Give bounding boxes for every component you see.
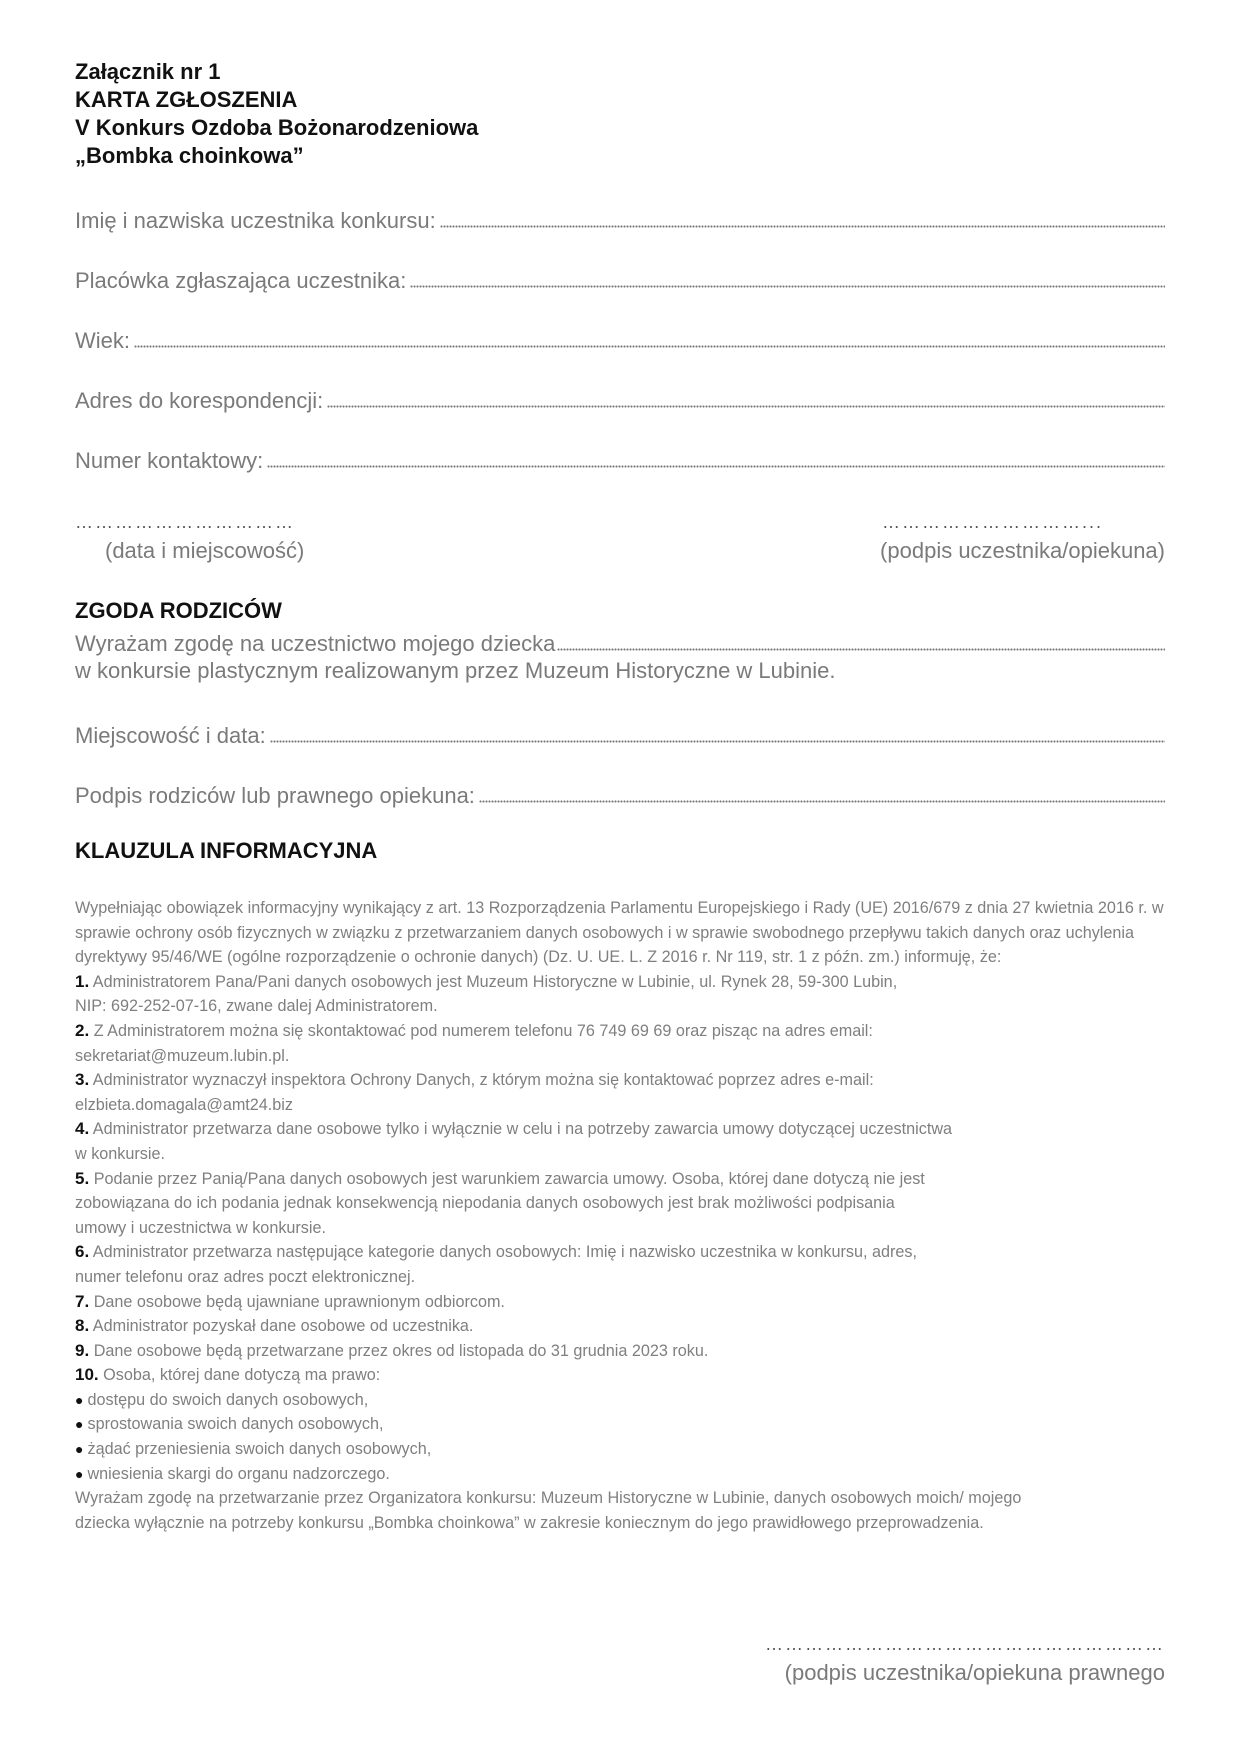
parent-signature-field[interactable]	[75, 783, 1165, 809]
item-number: 3.	[75, 1070, 90, 1090]
field-label: Adres do korespondencji:	[75, 388, 324, 413]
field-label: Imię i nazwiska uczestnika konkursu:	[75, 208, 436, 233]
participant-signature-dots[interactable]: …………………………...	[882, 512, 1104, 532]
place-date-field[interactable]	[75, 723, 1165, 749]
clause-item: 9. Dane osobowe będą przetwarzane przez okres od listopada do 31 grudnia 2023 roku.	[75, 1340, 709, 1360]
clause-item: 6. Administrator przetwarza następujące kategorie danych osobowych: Imię i nazwisko uczestnika w konkursu, adres,	[75, 1242, 917, 1262]
rights-item: ● wniesienia skargi do organu nadzorczego.	[75, 1464, 390, 1483]
clause-item-cont: w konkursie.	[75, 1144, 165, 1163]
bullet-icon: ●	[75, 1441, 84, 1458]
clause-item: 10. Osoba, której dane dotyczą ma prawo:	[75, 1365, 381, 1385]
closing-consent-line-1: Wyrażam zgodę na przetwarzanie przez Organizatora konkursu: Muzeum Historyczne w Lubinie, danych osobowych moich/ mojego	[75, 1489, 1022, 1508]
contest-subtitle: „Bombka choinkowa”	[75, 143, 304, 168]
clause-item-cont: elzbieta.domagala@amt24.biz	[75, 1095, 294, 1114]
fill-in-line[interactable]	[440, 225, 1165, 229]
final-signature-dots[interactable]: ……………………………………………………	[765, 1634, 1165, 1654]
field-label: Miejscowość i data:	[75, 723, 266, 748]
final-signature-label: (podpis uczestnika/opiekuna prawnego	[784, 1660, 1165, 1685]
age-field[interactable]	[75, 328, 1165, 354]
date-place-dots[interactable]: ……………………………	[75, 512, 295, 532]
bullet-icon: ●	[75, 1465, 84, 1482]
field-label: Numer kontaktowy:	[75, 448, 264, 473]
clause-item: 8. Administrator pozyskał dane osobowe od uczestnika.	[75, 1316, 474, 1336]
clause-item-cont: umowy i uczestnictwa w konkursie.	[75, 1218, 326, 1237]
item-number: 5.	[75, 1168, 90, 1188]
clause-item: 5. Podanie przez Panią/Pana danych osobowych jest warunkiem zawarcia umowy. Osoba, której dane dotyczą nie jest	[75, 1168, 925, 1188]
item-number: 10.	[75, 1365, 99, 1385]
child-name-fill-in-line[interactable]	[557, 648, 1165, 652]
consent-line-2: w konkursie plastycznym realizowanym przez Muzeum Historyczne w Lubinie.	[75, 658, 836, 683]
consent-line-1: Wyrażam zgodę na uczestnictwo mojego dziecka	[75, 631, 556, 656]
field-label: Placówka zgłaszająca uczestnika:	[75, 268, 407, 293]
fill-in-line[interactable]	[410, 285, 1165, 289]
item-number: 7.	[75, 1291, 90, 1311]
clause-item: 1. Administratorem Pana/Pani danych osobowych jest Muzeum Historyczne w Lubinie, ul. Rynek 28, 59-300 Lubin,	[75, 971, 898, 991]
rights-item: ● sprostowania swoich danych osobowych,	[75, 1415, 384, 1434]
fill-in-line[interactable]	[134, 345, 1165, 349]
form-title: KARTA ZGŁOSZENIA	[75, 87, 298, 112]
item-number: 1.	[75, 971, 90, 991]
bullet-icon: ●	[75, 1416, 84, 1433]
annex-number: Załącznik nr 1	[75, 59, 221, 84]
institution-field[interactable]	[75, 268, 1165, 294]
clause-item: 2. Z Administratorem można się skontaktować pod numerem telefonu 76 749 69 69 oraz pisząc na adres email:	[75, 1020, 873, 1040]
item-number: 4.	[75, 1119, 90, 1139]
bullet-icon: ●	[75, 1391, 84, 1408]
parents-consent-title: ZGODA RODZICÓW	[75, 598, 282, 623]
clause-item: 4. Administrator przetwarza dane osobowe tylko i wyłącznie w celu i na potrzeby zawarcia umowy dotyczącej uczestnictwa	[75, 1119, 953, 1139]
clause-item-cont: NIP: 692-252-07-16, zwane dalej Administratorem.	[75, 997, 438, 1016]
participant-signature-label: (podpis uczestnika/opiekuna)	[880, 538, 1165, 563]
clause-item-cont: sekretariat@muzeum.lubin.pl.	[75, 1046, 290, 1065]
information-clause-title: KLAUZULA INFORMACYJNA	[75, 838, 378, 863]
phone-field[interactable]	[75, 448, 1165, 474]
item-number: 9.	[75, 1340, 90, 1360]
contest-name: V Konkurs Ozdoba Bożonarodzeniowa	[75, 115, 479, 140]
item-number: 2.	[75, 1020, 90, 1040]
field-label: Wiek:	[75, 328, 130, 353]
parents-consent-text	[75, 630, 1165, 684]
clause-item: 3. Administrator wyznaczył inspektora Ochrony Danych, z którym można się kontaktować poprzez adres e-mail:	[75, 1070, 874, 1090]
fill-in-line[interactable]	[479, 800, 1165, 804]
item-number: 6.	[75, 1242, 90, 1262]
clause-item: 7. Dane osobowe będą ujawniane uprawnionym odbiorcom.	[75, 1291, 505, 1311]
item-number: 8.	[75, 1316, 90, 1336]
fill-in-line[interactable]	[267, 465, 1165, 469]
address-field[interactable]	[75, 388, 1165, 414]
date-place-label: (data i miejscowość)	[105, 538, 305, 563]
clause-intro: Wypełniając obowiązek informacyjny wynikający z art. 13 Rozporządzenia Parlamentu Europejskiego i Rady (UE) 2016/679 z dnia 27 kwietnia 2016 r. w sprawie ochrony osób fizycznych w związku z przetwarzaniem danych osobowych i w sprawie swobodnego przepływu takich danych oraz uchylenia dyrektywy 95/46/WE (ogólne rozporządzenie o ochronie danych) (Dz. U. UE. L. Z 2016 r. Nr 119, str. 1 z późn. zm.) informuję, że:	[75, 899, 1164, 967]
rights-item: ● dostępu do swoich danych osobowych,	[75, 1390, 369, 1409]
fill-in-line[interactable]	[327, 405, 1165, 409]
clause-item-cont: numer telefonu oraz adres poczt elektronicznej.	[75, 1267, 416, 1286]
clause-item-cont: zobowiązana do ich podania jednak konsekwencją niepodania danych osobowych jest brak możliwości podpisania	[75, 1194, 895, 1213]
information-clause-body	[75, 896, 1165, 1535]
fill-in-line[interactable]	[270, 740, 1165, 744]
field-label: Podpis rodziców lub prawnego opiekuna:	[75, 783, 475, 808]
rights-item: ● żądać przeniesienia swoich danych osobowych,	[75, 1440, 432, 1459]
document-header	[75, 58, 478, 170]
closing-consent-line-2: dziecka wyłącznie na potrzeby konkursu „Bombka choinkowa” w zakresie koniecznym do jego prawidłowego przeprowadzenia.	[75, 1513, 984, 1532]
participant-name-field[interactable]	[75, 208, 1165, 234]
